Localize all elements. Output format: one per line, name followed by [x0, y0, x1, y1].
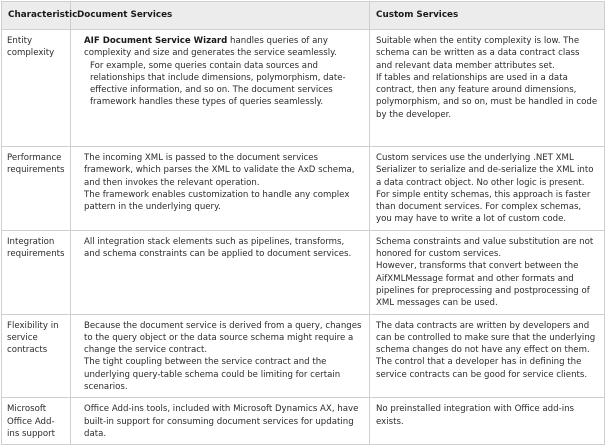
- document-services-cell: [71, 30, 370, 147]
- custom-services-cell: [370, 314, 605, 398]
- characteristic-cell: Integration requirements: [2, 230, 71, 314]
- custom-paragraph: For simple entity schemas, this approach is faster than document services. For complex schemas, you may have to write a lot of custom code.: [376, 189, 591, 225]
- custom-paragraph: If tables and relationships are used in a data contract, then any feature around dimensions, polymorphism, and so on, must be handled in code by the developer.: [376, 72, 598, 120]
- custom-services-cell: [370, 398, 605, 445]
- table-row: [2, 30, 605, 147]
- custom-services-cell: [370, 147, 605, 231]
- header-custom-services: Custom Services: [370, 2, 605, 30]
- characteristic-cell: Entity complexity: [2, 30, 71, 147]
- table-row: [2, 147, 605, 231]
- custom-paragraph: Schema constraints and value substitution are not honored for custom services.: [376, 236, 594, 260]
- document-paragraph: The incoming XML is passed to the document services framework, which parses the XML to validate the AxD schema, and then invokes the relevant operation.: [84, 153, 355, 188]
- custom-services-cell: [370, 230, 605, 314]
- document-paragraph: The framework enables customization to handle any complex pattern in the underlying query.: [84, 189, 350, 213]
- characteristic-cell: Microsoft Office Add-ins support: [2, 398, 71, 445]
- header-document-services: Document Services: [71, 2, 370, 30]
- header-row: [2, 2, 605, 30]
- custom-paragraph: Suitable when the entity complexity is low. The schema can be written as a data contract class and relevant data member attributes set.: [376, 36, 580, 71]
- document-paragraph: All integration stack elements such as pipelines, transforms, and schema constraints can be applied to document services.: [84, 236, 352, 260]
- header-characteristic: Characteristic: [2, 2, 71, 30]
- document-paragraph: [84, 35, 363, 60]
- wizard-name: AIF Document Service Wizard: [84, 36, 228, 46]
- document-paragraph: Office Add-ins tools, included with Microsoft Dynamics AX, have built-in support for consuming document services for updating data.: [84, 404, 359, 439]
- document-paragraph: Because the document service is derived from a query, changes to the query object or the data source schema might require a change the service contract.: [84, 320, 362, 356]
- table-row: [2, 314, 605, 398]
- document-paragraph-rest: handles queries of any complexity and size and generates the service seamlessly.: [84, 36, 337, 59]
- characteristic-cell: Performance requirements: [2, 147, 71, 231]
- table-row: [2, 230, 605, 314]
- document-services-cell: [71, 398, 370, 445]
- characteristic-cell: Flexibility in service contracts: [2, 314, 71, 398]
- custom-paragraph: No preinstalled integration with Office add-ins exists.: [376, 404, 575, 427]
- custom-services-cell: [370, 30, 605, 147]
- custom-paragraph: Custom services use the underlying .NET XML Serializer to serialize and de-serialize the XML into a data contract object. No other logic is present.: [376, 153, 594, 188]
- document-services-cell: [71, 230, 370, 314]
- comparison-table: [1, 1, 605, 445]
- document-paragraph: For example, some queries contain data sources and relationships that include dimensions, polymorphism, date-effective information, and so on. The document services framework handles these types of queries seamlessly.: [90, 60, 346, 108]
- table-row: [2, 398, 605, 445]
- document-services-cell: [71, 314, 370, 398]
- custom-paragraph: The data contracts are written by developers and can be controlled to make sure that the underlying schema changes do not have any effect on them.: [376, 320, 596, 356]
- document-services-cell: [71, 147, 370, 231]
- custom-paragraph: However, transforms that convert between the AifXMLMessage format and other formats and pipelines for preprocessing and postprocessing of XML messages can be used.: [376, 261, 590, 309]
- document-paragraph: The tight coupling between the service contract and the underlying query-table schema could be limiting for certain scenarios.: [84, 357, 341, 393]
- custom-paragraph: The control that a developer has in defining the service contracts can be good for service clients.: [376, 357, 588, 380]
